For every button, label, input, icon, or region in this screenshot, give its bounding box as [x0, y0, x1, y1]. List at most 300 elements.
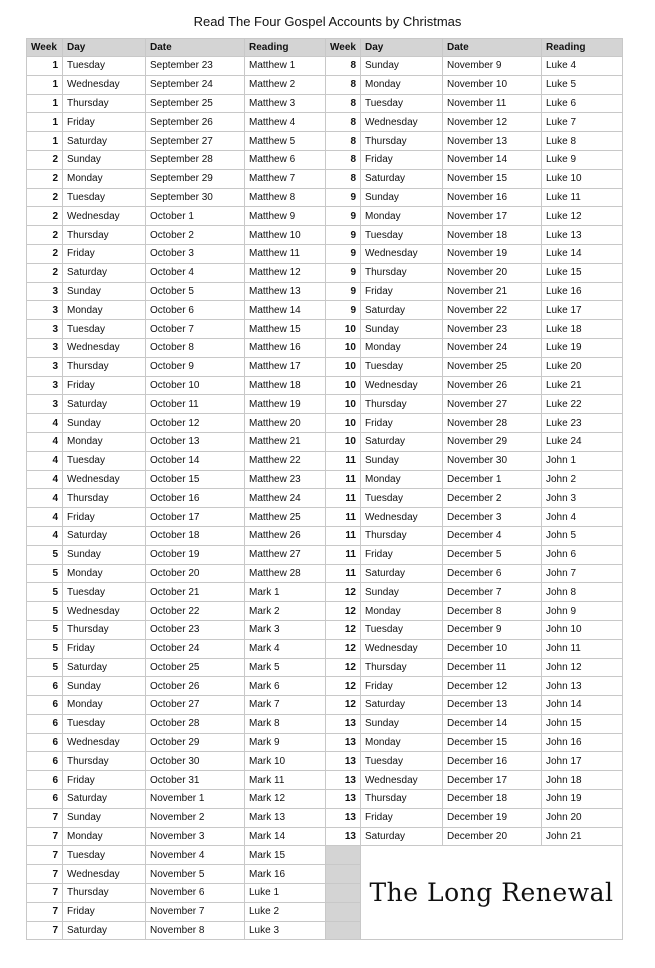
- header-reading: Reading: [245, 39, 326, 57]
- date-cell: November 19: [443, 244, 542, 263]
- day-cell: Monday: [361, 602, 443, 621]
- week-cell: 12: [326, 639, 361, 658]
- date-cell: November 25: [443, 357, 542, 376]
- date-cell: September 29: [146, 169, 245, 188]
- reading-cell: Mark 5: [245, 658, 326, 677]
- week-cell: 1: [27, 94, 63, 113]
- reading-cell: Matthew 11: [245, 244, 326, 263]
- table-row: [27, 696, 623, 715]
- week-cell: 2: [27, 244, 63, 263]
- week-cell: 8: [326, 94, 361, 113]
- week-cell: 9: [326, 263, 361, 282]
- day-cell: Friday: [361, 545, 443, 564]
- reading-cell: Matthew 23: [245, 470, 326, 489]
- date-cell: October 10: [146, 376, 245, 395]
- day-cell: Monday: [361, 338, 443, 357]
- date-cell: October 14: [146, 451, 245, 470]
- week-cell: 5: [27, 620, 63, 639]
- week-cell: 8: [326, 132, 361, 151]
- day-cell: Sunday: [63, 808, 146, 827]
- day-cell: Wednesday: [361, 376, 443, 395]
- week-cell: 13: [326, 827, 361, 846]
- reading-cell: Matthew 1: [245, 57, 326, 76]
- table-row: [27, 376, 623, 395]
- table-row: [27, 451, 623, 470]
- date-cell: November 22: [443, 301, 542, 320]
- date-cell: December 20: [443, 827, 542, 846]
- date-cell: December 14: [443, 714, 542, 733]
- day-cell: Saturday: [361, 301, 443, 320]
- day-cell: Tuesday: [63, 451, 146, 470]
- date-cell: November 13: [443, 132, 542, 151]
- reading-cell: Matthew 19: [245, 395, 326, 414]
- reading-cell: Luke 24: [542, 432, 623, 451]
- table-row: [27, 677, 623, 696]
- reading-cell: Matthew 8: [245, 188, 326, 207]
- date-cell: November 2: [146, 808, 245, 827]
- day-cell: Saturday: [63, 263, 146, 282]
- date-cell: October 5: [146, 282, 245, 301]
- day-cell: Thursday: [63, 94, 146, 113]
- date-cell: November 18: [443, 226, 542, 245]
- reading-cell: Matthew 2: [245, 75, 326, 94]
- week-cell: 3: [27, 282, 63, 301]
- week-cell: 3: [27, 338, 63, 357]
- week-cell: 4: [27, 470, 63, 489]
- week-cell: 3: [27, 376, 63, 395]
- table-row: [27, 827, 623, 846]
- week-cell: 11: [326, 489, 361, 508]
- week-cell: 8: [326, 57, 361, 76]
- reading-cell: Mark 6: [245, 677, 326, 696]
- reading-cell: John 18: [542, 771, 623, 790]
- date-cell: December 11: [443, 658, 542, 677]
- table-row: [27, 338, 623, 357]
- date-cell: October 3: [146, 244, 245, 263]
- reading-cell: Luke 11: [542, 188, 623, 207]
- reading-cell: Luke 5: [542, 75, 623, 94]
- date-cell: November 21: [443, 282, 542, 301]
- empty-week-cell: [326, 921, 361, 940]
- date-cell: October 16: [146, 489, 245, 508]
- week-cell: 8: [326, 113, 361, 132]
- header-week: Week: [27, 39, 63, 57]
- date-cell: November 30: [443, 451, 542, 470]
- table-row: [27, 432, 623, 451]
- table-row: [27, 244, 623, 263]
- day-cell: Tuesday: [361, 752, 443, 771]
- week-cell: 2: [27, 207, 63, 226]
- day-cell: Wednesday: [63, 207, 146, 226]
- reading-cell: Luke 4: [542, 57, 623, 76]
- date-cell: November 17: [443, 207, 542, 226]
- week-cell: 7: [27, 808, 63, 827]
- table-row: [27, 263, 623, 282]
- reading-cell: John 21: [542, 827, 623, 846]
- reading-cell: Mark 10: [245, 752, 326, 771]
- date-cell: October 24: [146, 639, 245, 658]
- date-cell: October 13: [146, 432, 245, 451]
- week-cell: 10: [326, 376, 361, 395]
- date-cell: September 24: [146, 75, 245, 94]
- day-cell: Thursday: [63, 489, 146, 508]
- date-cell: October 2: [146, 226, 245, 245]
- week-cell: 13: [326, 714, 361, 733]
- day-cell: Wednesday: [63, 338, 146, 357]
- day-cell: Sunday: [361, 714, 443, 733]
- reading-cell: Luke 21: [542, 376, 623, 395]
- table-row: [27, 752, 623, 771]
- date-cell: December 3: [443, 508, 542, 527]
- date-cell: September 27: [146, 132, 245, 151]
- day-cell: Friday: [63, 244, 146, 263]
- reading-cell: Luke 22: [542, 395, 623, 414]
- date-cell: November 7: [146, 902, 245, 921]
- date-cell: December 1: [443, 470, 542, 489]
- date-cell: October 22: [146, 602, 245, 621]
- day-cell: Friday: [63, 508, 146, 527]
- reading-cell: John 12: [542, 658, 623, 677]
- date-cell: October 6: [146, 301, 245, 320]
- date-cell: October 20: [146, 564, 245, 583]
- table-row: [27, 545, 623, 564]
- day-cell: Sunday: [361, 57, 443, 76]
- week-cell: 7: [27, 921, 63, 940]
- week-cell: 7: [27, 846, 63, 865]
- date-cell: November 1: [146, 790, 245, 809]
- week-cell: 4: [27, 432, 63, 451]
- reading-cell: John 13: [542, 677, 623, 696]
- reading-cell: Matthew 12: [245, 263, 326, 282]
- date-cell: October 4: [146, 263, 245, 282]
- table-row: [27, 508, 623, 527]
- day-cell: Saturday: [361, 827, 443, 846]
- table-row: [27, 94, 623, 113]
- table-row: [27, 75, 623, 94]
- week-cell: 9: [326, 188, 361, 207]
- day-cell: Wednesday: [63, 470, 146, 489]
- table-row: [27, 470, 623, 489]
- day-cell: Thursday: [63, 620, 146, 639]
- reading-cell: John 1: [542, 451, 623, 470]
- reading-cell: Mark 8: [245, 714, 326, 733]
- week-cell: 6: [27, 677, 63, 696]
- reading-cell: John 2: [542, 470, 623, 489]
- reading-cell: Luke 3: [245, 921, 326, 940]
- day-cell: Saturday: [63, 395, 146, 414]
- reading-cell: John 19: [542, 790, 623, 809]
- day-cell: Monday: [63, 432, 146, 451]
- day-cell: Wednesday: [63, 733, 146, 752]
- date-cell: December 16: [443, 752, 542, 771]
- day-cell: Sunday: [63, 150, 146, 169]
- reading-cell: Luke 17: [542, 301, 623, 320]
- table-row: [27, 564, 623, 583]
- day-cell: Thursday: [361, 395, 443, 414]
- day-cell: Sunday: [361, 451, 443, 470]
- week-cell: 2: [27, 188, 63, 207]
- date-cell: October 29: [146, 733, 245, 752]
- day-cell: Monday: [63, 827, 146, 846]
- week-cell: 11: [326, 470, 361, 489]
- reading-cell: Matthew 24: [245, 489, 326, 508]
- day-cell: Friday: [361, 677, 443, 696]
- day-cell: Tuesday: [63, 714, 146, 733]
- table-row: [27, 714, 623, 733]
- date-cell: November 26: [443, 376, 542, 395]
- day-cell: Tuesday: [361, 620, 443, 639]
- reading-cell: Mark 14: [245, 827, 326, 846]
- day-cell: Thursday: [361, 790, 443, 809]
- reading-cell: Luke 2: [245, 902, 326, 921]
- table-row: [27, 395, 623, 414]
- header-row: [27, 39, 623, 57]
- date-cell: November 16: [443, 188, 542, 207]
- header-day: Day: [361, 39, 443, 57]
- date-cell: October 31: [146, 771, 245, 790]
- reading-cell: Luke 15: [542, 263, 623, 282]
- reading-cell: Matthew 3: [245, 94, 326, 113]
- day-cell: Saturday: [361, 564, 443, 583]
- week-cell: 3: [27, 357, 63, 376]
- week-cell: 12: [326, 583, 361, 602]
- week-cell: 1: [27, 113, 63, 132]
- week-cell: 9: [326, 301, 361, 320]
- empty-week-cell: [326, 902, 361, 921]
- day-cell: Sunday: [361, 188, 443, 207]
- week-cell: 5: [27, 583, 63, 602]
- date-cell: September 23: [146, 57, 245, 76]
- date-cell: November 5: [146, 865, 245, 884]
- reading-cell: Matthew 13: [245, 282, 326, 301]
- day-cell: Friday: [63, 639, 146, 658]
- day-cell: Saturday: [361, 169, 443, 188]
- header-week: Week: [326, 39, 361, 57]
- week-cell: 13: [326, 733, 361, 752]
- reading-schedule-table: [26, 38, 623, 940]
- week-cell: 13: [326, 808, 361, 827]
- week-cell: 8: [326, 150, 361, 169]
- day-cell: Thursday: [63, 226, 146, 245]
- day-cell: Sunday: [361, 583, 443, 602]
- day-cell: Saturday: [63, 790, 146, 809]
- week-cell: 11: [326, 545, 361, 564]
- week-cell: 12: [326, 696, 361, 715]
- reading-cell: John 9: [542, 602, 623, 621]
- reading-cell: Mark 9: [245, 733, 326, 752]
- date-cell: October 26: [146, 677, 245, 696]
- week-cell: 7: [27, 902, 63, 921]
- reading-cell: Luke 19: [542, 338, 623, 357]
- reading-cell: John 17: [542, 752, 623, 771]
- week-cell: 8: [326, 169, 361, 188]
- day-cell: Tuesday: [361, 226, 443, 245]
- date-cell: December 5: [443, 545, 542, 564]
- day-cell: Tuesday: [361, 489, 443, 508]
- date-cell: December 19: [443, 808, 542, 827]
- week-cell: 10: [326, 395, 361, 414]
- date-cell: December 12: [443, 677, 542, 696]
- reading-cell: John 16: [542, 733, 623, 752]
- day-cell: Wednesday: [63, 865, 146, 884]
- date-cell: November 24: [443, 338, 542, 357]
- reading-cell: Mark 13: [245, 808, 326, 827]
- week-cell: 6: [27, 771, 63, 790]
- week-cell: 4: [27, 526, 63, 545]
- week-cell: 12: [326, 620, 361, 639]
- day-cell: Thursday: [63, 752, 146, 771]
- week-cell: 6: [27, 696, 63, 715]
- reading-cell: Luke 18: [542, 320, 623, 339]
- day-cell: Tuesday: [63, 57, 146, 76]
- date-cell: December 6: [443, 564, 542, 583]
- table-row: [27, 414, 623, 433]
- reading-cell: Matthew 9: [245, 207, 326, 226]
- day-cell: Saturday: [63, 526, 146, 545]
- reading-cell: Mark 2: [245, 602, 326, 621]
- week-cell: 5: [27, 658, 63, 677]
- date-cell: October 27: [146, 696, 245, 715]
- day-cell: Thursday: [63, 884, 146, 903]
- date-cell: November 23: [443, 320, 542, 339]
- reading-cell: Matthew 18: [245, 376, 326, 395]
- table-row: [27, 150, 623, 169]
- week-cell: 7: [27, 827, 63, 846]
- week-cell: 11: [326, 526, 361, 545]
- week-cell: 7: [27, 884, 63, 903]
- date-cell: December 2: [443, 489, 542, 508]
- date-cell: December 9: [443, 620, 542, 639]
- date-cell: October 1: [146, 207, 245, 226]
- day-cell: Tuesday: [63, 846, 146, 865]
- date-cell: November 6: [146, 884, 245, 903]
- date-cell: November 15: [443, 169, 542, 188]
- day-cell: Monday: [63, 301, 146, 320]
- day-cell: Saturday: [361, 696, 443, 715]
- table-row: [27, 790, 623, 809]
- day-cell: Friday: [361, 414, 443, 433]
- table-row: [27, 301, 623, 320]
- day-cell: Sunday: [63, 414, 146, 433]
- reading-cell: Mark 3: [245, 620, 326, 639]
- day-cell: Friday: [63, 113, 146, 132]
- table-row: [27, 132, 623, 151]
- date-cell: November 12: [443, 113, 542, 132]
- day-cell: Monday: [63, 564, 146, 583]
- reading-cell: Matthew 26: [245, 526, 326, 545]
- week-cell: 2: [27, 263, 63, 282]
- day-cell: Wednesday: [361, 113, 443, 132]
- reading-cell: Matthew 21: [245, 432, 326, 451]
- date-cell: October 9: [146, 357, 245, 376]
- week-cell: 5: [27, 602, 63, 621]
- reading-cell: John 14: [542, 696, 623, 715]
- date-cell: November 3: [146, 827, 245, 846]
- page-title: Read The Four Gospel Accounts by Christmas: [193, 14, 462, 29]
- reading-cell: Matthew 7: [245, 169, 326, 188]
- date-cell: October 30: [146, 752, 245, 771]
- reading-cell: Luke 7: [542, 113, 623, 132]
- empty-week-cell: [326, 884, 361, 903]
- week-cell: 6: [27, 752, 63, 771]
- day-cell: Saturday: [63, 921, 146, 940]
- day-cell: Friday: [361, 808, 443, 827]
- week-cell: 9: [326, 226, 361, 245]
- reading-cell: Matthew 6: [245, 150, 326, 169]
- day-cell: Tuesday: [63, 583, 146, 602]
- table-row: [27, 113, 623, 132]
- reading-cell: Luke 1: [245, 884, 326, 903]
- date-cell: November 28: [443, 414, 542, 433]
- reading-cell: Matthew 27: [245, 545, 326, 564]
- date-cell: November 27: [443, 395, 542, 414]
- day-cell: Saturday: [63, 132, 146, 151]
- date-cell: December 8: [443, 602, 542, 621]
- week-cell: 3: [27, 395, 63, 414]
- week-cell: 2: [27, 150, 63, 169]
- date-cell: October 28: [146, 714, 245, 733]
- day-cell: Friday: [63, 771, 146, 790]
- reading-cell: John 20: [542, 808, 623, 827]
- reading-cell: Matthew 14: [245, 301, 326, 320]
- week-cell: 3: [27, 301, 63, 320]
- reading-cell: Matthew 4: [245, 113, 326, 132]
- reading-cell: John 5: [542, 526, 623, 545]
- day-cell: Friday: [361, 150, 443, 169]
- week-cell: 12: [326, 602, 361, 621]
- reading-cell: Mark 12: [245, 790, 326, 809]
- empty-week-cell: [326, 846, 361, 865]
- day-cell: Thursday: [361, 658, 443, 677]
- header-day: Day: [63, 39, 146, 57]
- date-cell: December 17: [443, 771, 542, 790]
- day-cell: Wednesday: [361, 244, 443, 263]
- empty-week-cell: [326, 865, 361, 884]
- reading-cell: Luke 10: [542, 169, 623, 188]
- week-cell: 12: [326, 677, 361, 696]
- date-cell: September 30: [146, 188, 245, 207]
- week-cell: 13: [326, 790, 361, 809]
- reading-cell: Mark 7: [245, 696, 326, 715]
- week-cell: 9: [326, 282, 361, 301]
- header-reading: Reading: [542, 39, 623, 57]
- date-cell: November 14: [443, 150, 542, 169]
- reading-cell: Mark 15: [245, 846, 326, 865]
- table-row: [27, 583, 623, 602]
- week-cell: 1: [27, 132, 63, 151]
- table-row: [27, 207, 623, 226]
- week-cell: 5: [27, 639, 63, 658]
- reading-cell: Matthew 10: [245, 226, 326, 245]
- date-cell: October 25: [146, 658, 245, 677]
- reading-cell: Luke 12: [542, 207, 623, 226]
- date-cell: October 15: [146, 470, 245, 489]
- day-cell: Monday: [63, 696, 146, 715]
- reading-cell: Matthew 15: [245, 320, 326, 339]
- date-cell: November 9: [443, 57, 542, 76]
- reading-cell: Matthew 16: [245, 338, 326, 357]
- week-cell: 1: [27, 75, 63, 94]
- week-cell: 9: [326, 244, 361, 263]
- day-cell: Sunday: [63, 545, 146, 564]
- reading-cell: Matthew 22: [245, 451, 326, 470]
- reading-cell: Luke 6: [542, 94, 623, 113]
- reading-cell: Luke 16: [542, 282, 623, 301]
- week-cell: 7: [27, 865, 63, 884]
- date-cell: October 17: [146, 508, 245, 527]
- table-row: [27, 57, 623, 76]
- date-cell: October 18: [146, 526, 245, 545]
